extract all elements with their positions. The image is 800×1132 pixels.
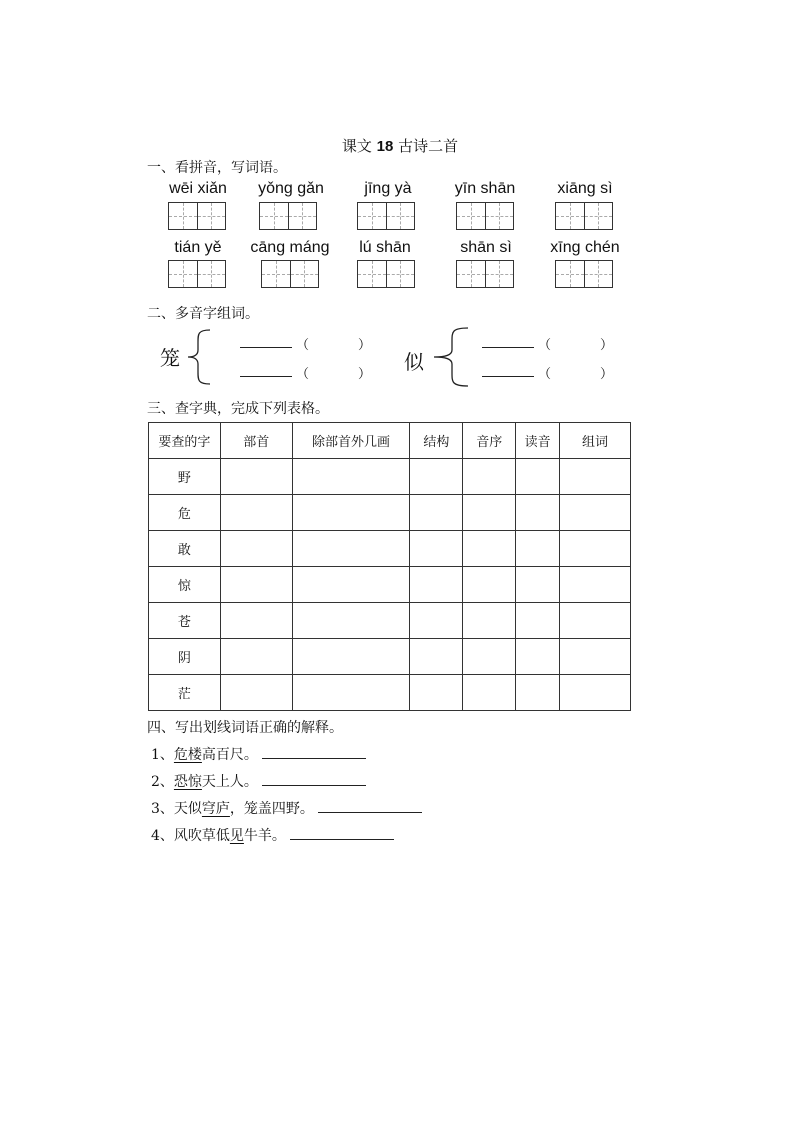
table-header-row [149,423,631,459]
brace-icon [186,328,212,386]
polyphone-char-2: 似 [404,350,424,374]
table-row [149,603,631,639]
question-post: 天上人。 [201,774,258,790]
writing-grid-2-1[interactable] [168,260,226,288]
answer-blank[interactable] [290,838,394,840]
section3-heading: 三、查字典，完成下列表格。 [147,401,329,417]
dictionary-table [148,422,631,711]
answer-cell[interactable] [410,495,463,531]
char-cell: 敢 [149,531,221,567]
column-header: 除部首外几画 [292,423,410,459]
answer-cell[interactable] [220,495,292,531]
answer-cell[interactable] [516,531,560,567]
question-pre: 风吹草低 [173,828,230,844]
answer-cell[interactable] [516,675,560,711]
char-cell: 野 [149,459,221,495]
column-header: 部首 [220,423,292,459]
table-row [149,531,631,567]
question-post: 高百尺。 [201,747,258,763]
answer-cell[interactable] [292,531,410,567]
answer-blank[interactable] [318,811,422,813]
writing-grid-1-4[interactable] [456,202,514,230]
question-4 [151,825,394,845]
answer-cell[interactable] [560,675,631,711]
question-post: ，笼盖四野。 [229,801,314,817]
answer-blank[interactable] [240,376,292,377]
underlined-word: 见 [229,828,244,844]
answer-cell[interactable] [292,603,410,639]
question-1 [151,744,366,764]
pinyin-2-4: shān sì [460,239,512,256]
answer-cell[interactable] [220,567,292,603]
question-number: 4、 [151,828,174,844]
title-text: 课文 [341,137,372,155]
underlined-word: 危楼 [173,747,202,763]
answer-cell[interactable] [292,495,410,531]
answer-cell[interactable] [560,639,631,675]
answer-cell[interactable] [410,531,463,567]
title-number: 18 [376,138,394,155]
answer-cell[interactable] [516,495,560,531]
answer-cell[interactable] [560,567,631,603]
writing-grid-1-3[interactable] [357,202,415,230]
page-title [0,135,800,156]
pinyin-2-1: tián yě [174,239,222,256]
answer-cell[interactable] [463,639,516,675]
char-cell: 惊 [149,567,221,603]
question-number: 1、 [151,747,174,763]
answer-cell[interactable] [560,603,631,639]
answer-cell[interactable] [560,531,631,567]
paren-open: （ [296,338,310,353]
answer-cell[interactable] [410,459,463,495]
table-row [149,459,631,495]
pinyin-2-2: cāng máng [250,239,330,256]
paren-close: ） [600,367,614,382]
answer-cell[interactable] [560,495,631,531]
pinyin-2-3: lú shān [359,239,411,256]
polyphone-char-1: 笼 [160,346,180,370]
question-number: 3、 [151,801,174,817]
char-cell: 阴 [149,639,221,675]
answer-cell[interactable] [463,495,516,531]
table-row [149,495,631,531]
pinyin-1-4: yīn shān [454,180,516,197]
paren-open: （ [538,367,552,382]
answer-cell[interactable] [560,459,631,495]
answer-cell[interactable] [516,459,560,495]
question-2 [151,771,366,791]
question-3 [151,798,422,818]
answer-cell[interactable] [410,603,463,639]
writing-grid-2-4[interactable] [456,260,514,288]
pinyin-1-5: xiāng sì [557,180,613,197]
table-row [149,567,631,603]
underlined-word: 穹庐 [201,801,230,817]
answer-cell[interactable] [516,639,560,675]
writing-grid-1-5[interactable] [555,202,613,230]
answer-cell[interactable] [410,639,463,675]
pinyin-1-3: jīng yà [364,180,412,197]
answer-blank[interactable] [262,784,366,786]
answer-cell[interactable] [463,531,516,567]
section2-heading: 二、多音字组词。 [147,306,259,322]
answer-cell[interactable] [292,459,410,495]
answer-cell[interactable] [410,675,463,711]
column-header: 音序 [463,423,516,459]
answer-cell[interactable] [220,459,292,495]
question-pre: 天似 [173,801,202,817]
answer-cell[interactable] [516,567,560,603]
question-number: 2、 [151,774,174,790]
table-row [149,639,631,675]
char-cell: 苍 [149,603,221,639]
section1-heading: 一、看拼音，写词语。 [147,160,287,176]
answer-cell[interactable] [463,603,516,639]
answer-cell[interactable] [292,567,410,603]
question-post: 牛羊。 [243,828,286,844]
pinyin-2-5: xīng chén [550,239,620,256]
char-cell: 茫 [149,675,221,711]
paren-close: ） [358,367,372,382]
writing-grid-2-3[interactable] [357,260,415,288]
writing-grid-1-2[interactable] [259,202,317,230]
pinyin-1-1: wēi xiǎn [169,180,227,197]
answer-blank[interactable] [262,757,366,759]
column-header: 读音 [516,423,560,459]
table-row [149,675,631,711]
answer-cell[interactable] [292,639,410,675]
writing-grid-1-1[interactable] [168,202,226,230]
answer-cell[interactable] [220,603,292,639]
answer-cell[interactable] [463,459,516,495]
answer-cell[interactable] [220,531,292,567]
brace-icon [430,326,470,388]
answer-blank[interactable] [240,347,292,348]
underlined-word: 恐惊 [173,774,202,790]
paren-open: （ [538,338,552,353]
answer-cell[interactable] [220,639,292,675]
answer-cell[interactable] [292,675,410,711]
paren-close: ） [358,338,372,353]
answer-cell[interactable] [516,603,560,639]
paren-close: ） [600,338,614,353]
column-header: 结构 [410,423,463,459]
pinyin-1-2: yǒng gǎn [258,180,324,197]
answer-blank[interactable] [482,376,534,377]
column-header: 组词 [560,423,631,459]
paren-open: （ [296,367,310,382]
answer-blank[interactable] [482,347,534,348]
answer-cell[interactable] [463,567,516,603]
answer-cell[interactable] [463,675,516,711]
section4-heading: 四、写出划线词语正确的解释。 [147,720,343,736]
writing-grid-2-5[interactable] [555,260,613,288]
char-cell: 危 [149,495,221,531]
writing-grid-2-2[interactable] [261,260,319,288]
title-rest: 古诗二首 [398,137,459,155]
column-header: 要查的字 [149,423,221,459]
answer-cell[interactable] [410,567,463,603]
answer-cell[interactable] [220,675,292,711]
